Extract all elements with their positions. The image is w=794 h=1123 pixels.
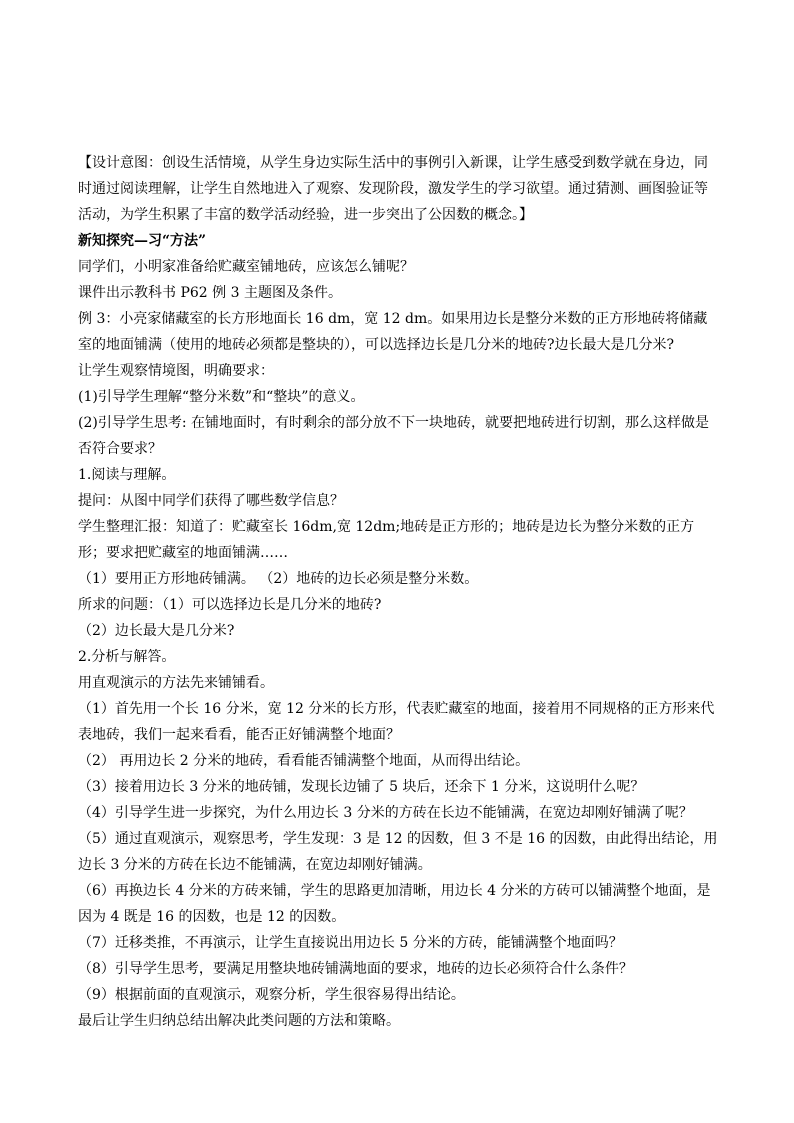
list-item: （3）接着用边长 3 分米的地砖铺，发现长边铺了 5 块后，还余下 1 分米，这说明什么呢？	[78, 779, 645, 795]
example-problem: 例 3：小亮家储藏室的长方形地面长 16 dm，宽 12 dm。如果用边长是整分米数的正方形地砖将储藏室的地面铺满（使用的地砖必须都是整块的），可以选择边长是几分米的地砖?边长最大是几分米?	[78, 311, 708, 353]
list-item: （1）首先用一个长 16 分米，宽 12 分米的长方形，代表贮藏室的地面，接着用不同规格的正方形来代表地砖，我们一起来看看，能否正好铺满整个地面？	[78, 701, 715, 743]
list-item: (1)引导学生理解“整分米数”和“整块”的意义。	[78, 389, 365, 405]
text-paragraph: 同学们，小明家准备给贮藏室铺地砖，应该怎么铺呢？	[78, 259, 414, 275]
document-page	[78, 150, 720, 1034]
text-paragraph: 所求的问题：（1）可以选择边长是几分米的地砖?	[78, 597, 382, 613]
list-item: （8）引导学生思考，要满足用整块地砖铺满地面的要求，地砖的边长必须符合什么条件？	[78, 961, 633, 977]
subsection-heading: 2.分析与解答。	[78, 649, 176, 665]
list-item: （1）要用正方形地砖铺满。 （2）地砖的边长必须是整分米数。	[78, 571, 479, 587]
text-paragraph: 用直观演示的方法先来铺铺看。	[78, 675, 274, 691]
subsection-heading: 1.阅读与理解。	[78, 467, 176, 483]
list-item: （9）根据前面的直观演示，观察分析，学生很容易得出结论。	[78, 987, 465, 1003]
list-item: (2)引导学生思考: 在铺地面时，有时剩余的部分放不下一块地砖，就要把地砖进行切割，那么这样做是否符合要求？	[78, 415, 709, 457]
text-paragraph: 让学生观察情境图，明确要求：	[78, 363, 274, 379]
list-item: （2） 再用边长 2 分米的地砖，看看能否铺满整个地面，从而得出结论。	[78, 753, 530, 769]
text-paragraph: 最后让学生归纳总结出解决此类问题的方法和策略。	[78, 1013, 400, 1029]
text-paragraph: 提问：从图中同学们获得了哪些数学信息？	[78, 493, 344, 509]
list-item: （4）引导学生进一步探究，为什么用边长 3 分米的方砖在长边不能铺满，在宽边却刚好铺满了呢？	[78, 805, 693, 821]
design-intent-paragraph: 【设计意图：创设生活情境，从学生身边实际生活中的事例引入新课，让学生感受到数学就在身边，同时通过阅读理解，让学生自然地进入了观察、发现阶段，激发学生的学习欲望。通过猜测、画图验证等活动，为学生积累了丰富的数学活动经验，进一步突出了公因数的概念。】	[78, 155, 708, 223]
section-heading: 新知探究—习“方法”	[78, 233, 207, 249]
list-item: （6）再换边长 4 分米的方砖来铺，学生的思路更加清晰，用边长 4 分米的方砖可以铺满整个地面，是因为 4 既是 16 的因数，也是 12 的因数。	[78, 883, 711, 925]
list-item: （5）通过直观演示，观察思考，学生发现：3 是 12 的因数，但 3 不是 16 的因数，由此得出结论，用边长 3 分米的方砖在长边不能铺满，在宽边却刚好铺满。	[78, 831, 718, 873]
list-item: （2）边长最大是几分米?	[78, 623, 235, 639]
text-paragraph: 课件出示教科书 P62 例 3 主题图及条件。	[78, 285, 342, 301]
list-item: （7）迁移类推，不再演示，让学生直接说出用边长 5 分米的方砖，能铺满整个地面吗？	[78, 935, 623, 951]
text-paragraph: 学生整理汇报：知道了：贮藏室长 16dm,宽 12dm;地砖是正方形的；地砖是边长为整分米数的正方形；要求把贮藏室的地面铺满……	[78, 519, 695, 561]
